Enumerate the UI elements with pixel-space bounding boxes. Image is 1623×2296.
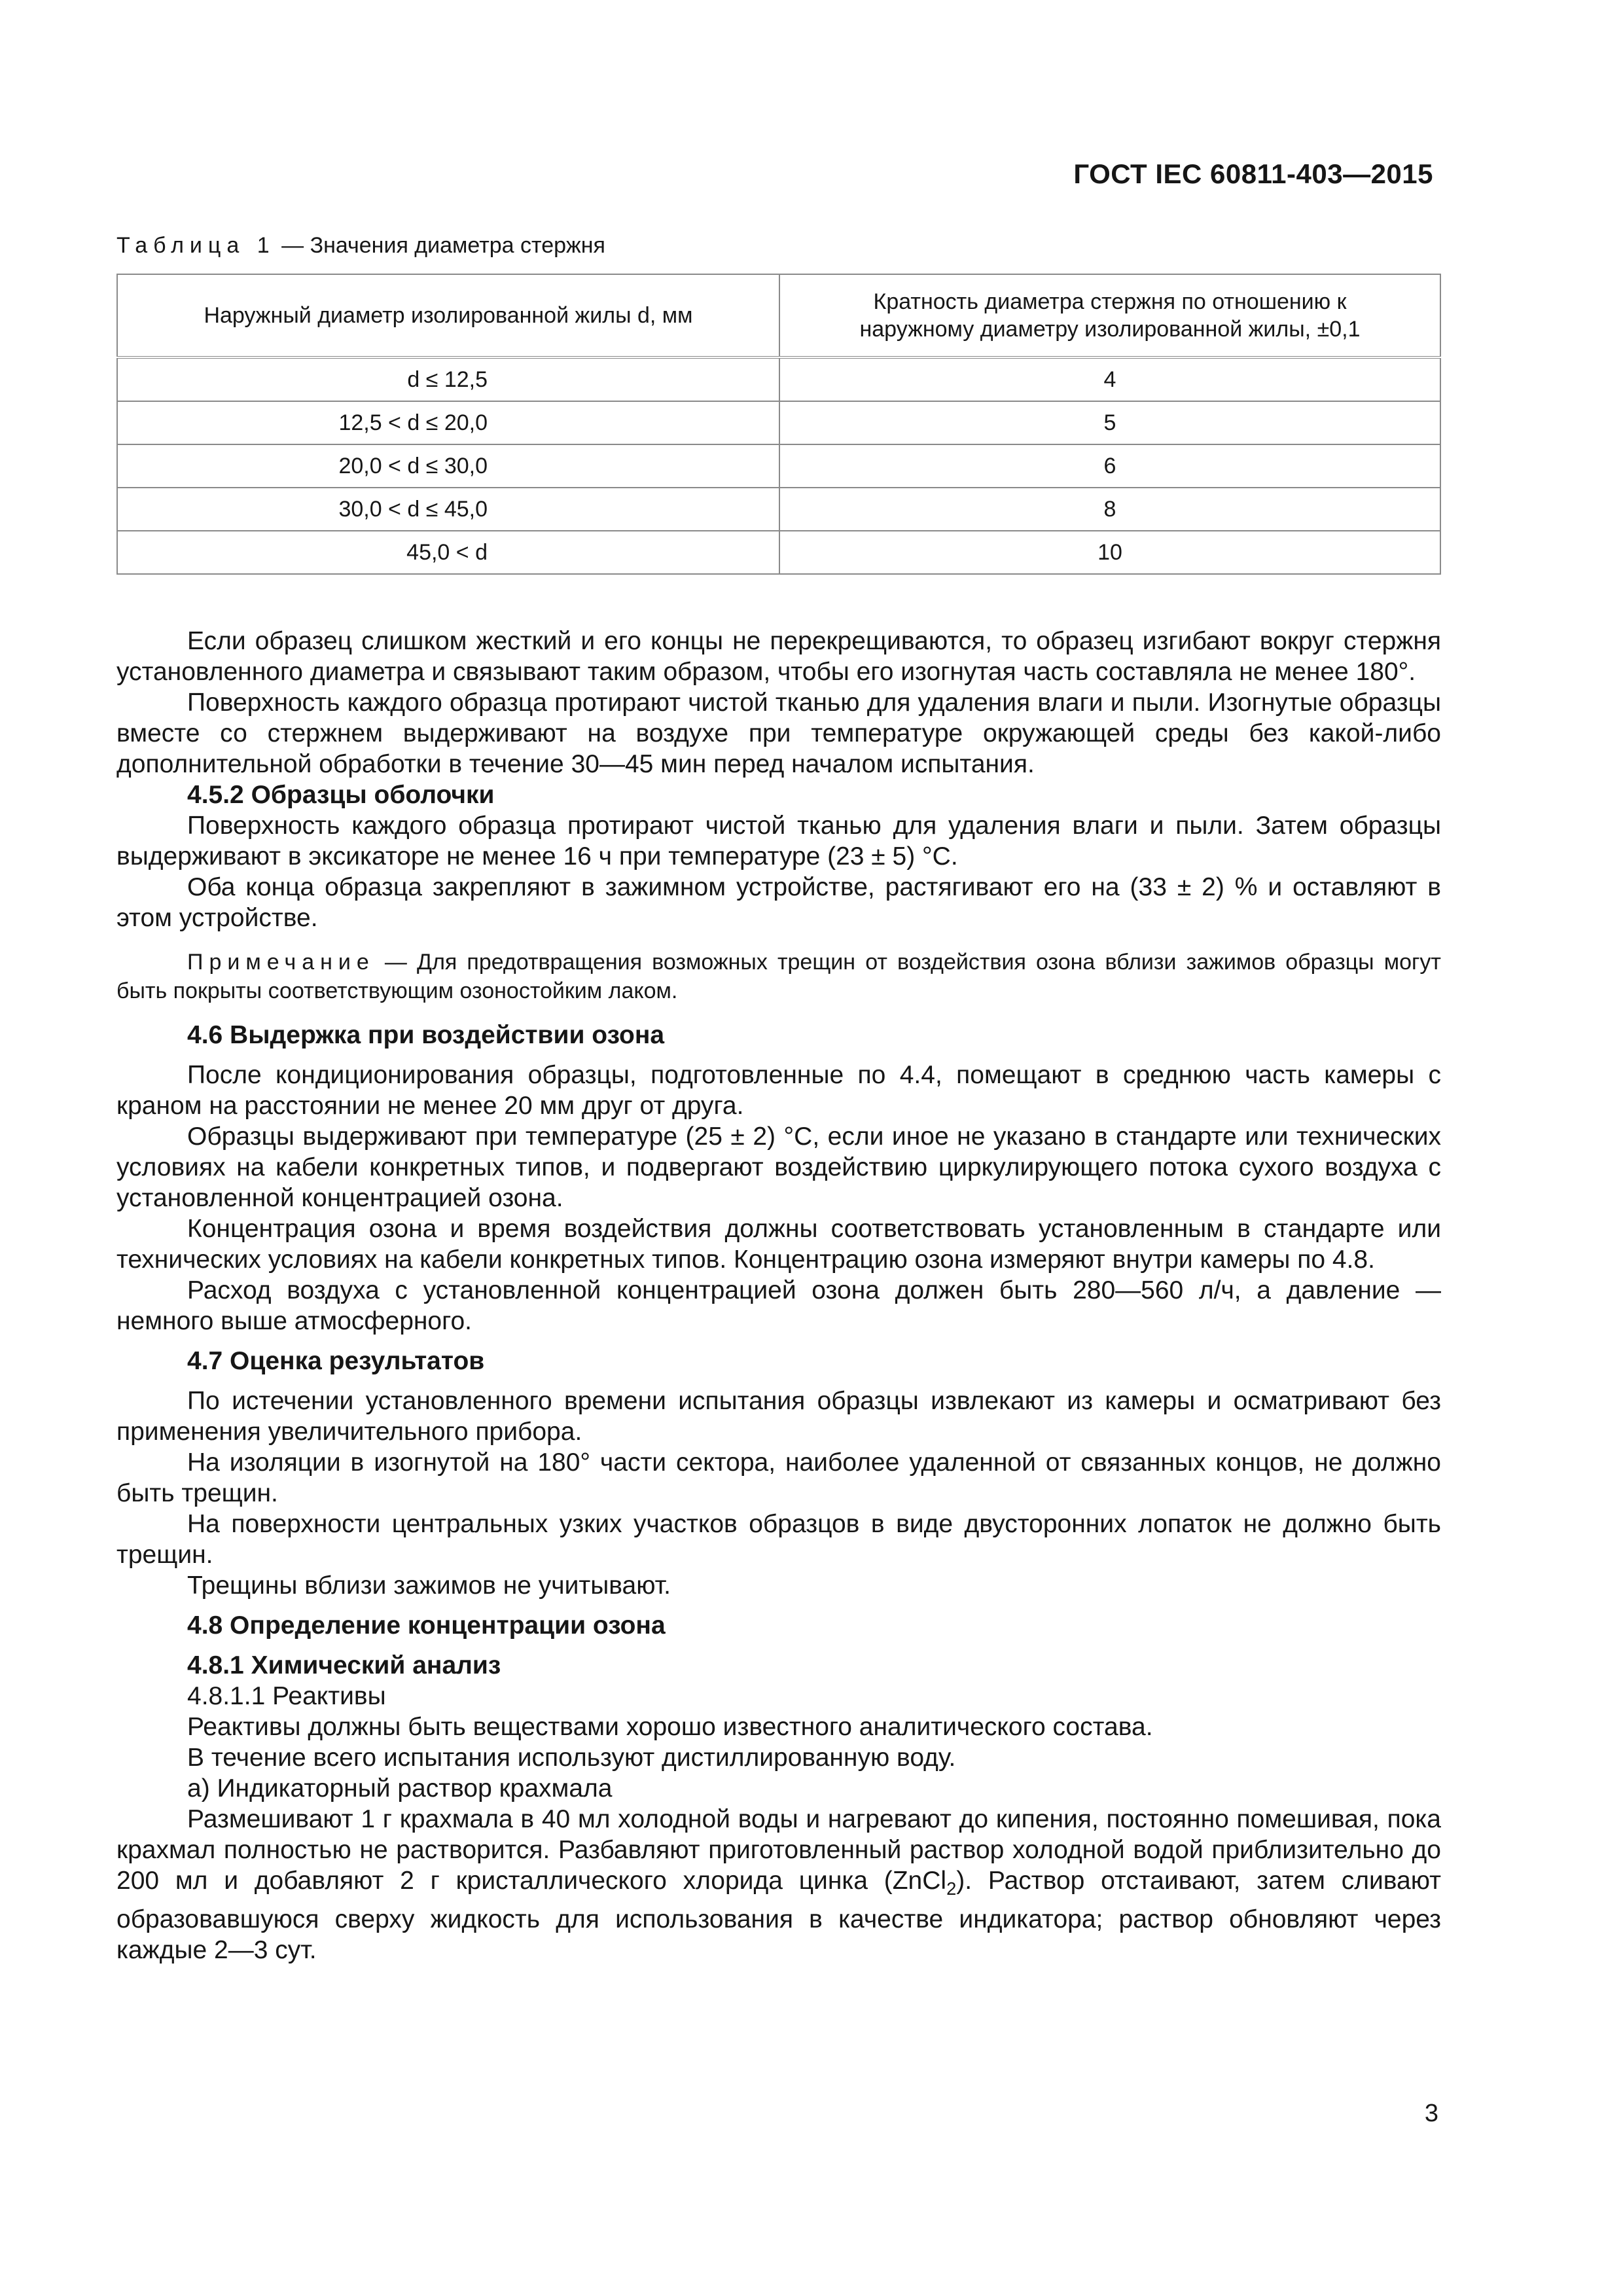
note-label: Примечание bbox=[187, 950, 375, 975]
table-cell-value: 4 bbox=[779, 357, 1440, 401]
table-cell-range: 12,5 < d ≤ 20,0 bbox=[117, 401, 779, 444]
table-cell-range: 20,0 < d ≤ 30,0 bbox=[117, 444, 779, 488]
table-caption-prefix: Таблица 1 bbox=[116, 233, 276, 258]
paragraph-ozone-exposure: Образцы выдерживают при температуре (25 ± 2) °С, если иное не указано в стандарте или технических условиях на кабели конкретных типов, и подвергают воздействию циркулирующего потока сухого воздуха с установленной концентрацией озона. bbox=[116, 1122, 1441, 1212]
document-body bbox=[116, 626, 1441, 1965]
paragraph-place-samples: После кондиционирования образцы, подготовленные по 4.4, помещают в среднюю часть камеры с краном на расстоянии не менее 20 мм друг от друга. bbox=[116, 1061, 1441, 1120]
table-row bbox=[117, 444, 1440, 488]
heading-4-5-2: 4.5.2 Образцы оболочки bbox=[187, 781, 495, 809]
note-text: — Для предотвращения возможных трещин от воздействия озона вблизи зажимов образцы могут быть покрыты соответствующим озоностойким лаком. bbox=[116, 950, 1441, 1003]
heading-4-8-1: 4.8.1 Химический анализ bbox=[187, 1651, 501, 1679]
paragraph-dumbbell-cracks: На поверхности центральных узких участков образцов в виде двусторонних лопаток не должно быть трещин. bbox=[116, 1510, 1441, 1569]
table-row bbox=[117, 357, 1440, 401]
table-cell-range: 30,0 < d ≤ 45,0 bbox=[117, 488, 779, 531]
table-header-row bbox=[117, 274, 1440, 357]
paragraph-clamp-cracks: Трещины вблизи зажимов не учитывают. bbox=[187, 1571, 671, 1600]
heading-4-7: 4.7 Оценка результатов bbox=[187, 1347, 485, 1375]
paragraph-air-flow: Расход воздуха с установленной концентрацией озона должен быть 280—560 л/ч, а давление — немного выше атмосферного. bbox=[116, 1276, 1441, 1335]
table-caption bbox=[116, 233, 605, 259]
paragraph-reagents-title: 4.8.1.1 Реактивы bbox=[187, 1682, 386, 1710]
note bbox=[116, 948, 1441, 1005]
paragraph-starch-preparation: Размешивают 1 г крахмала в 40 мл холодной воды и нагревают до кипения, постоянно помешивая, пока крахмал полностью не растворится. Разбавляют приготовленный раствор холодной водой приблизительно до 200 мл и добавляют 2 г кристаллического хлорида цинка (ZnCl$_2$). Раствор отстаивают, затем сливают образовавшуюся сверху жидкость для использования в качестве индикатора; раствор обновляют через каждые 2—3 сут. bbox=[116, 1805, 1441, 1964]
table-cell-value: 6 bbox=[779, 444, 1440, 488]
paragraph-clamp-stretch: Оба конца образца закрепляют в зажимном устройстве, растягивают его на (33 ± 2) % и оставляют в этом устройстве. bbox=[116, 873, 1441, 932]
table-header-outer-diameter: Наружный диаметр изолированной жилы d, мм bbox=[117, 274, 779, 357]
page-number: 3 bbox=[1424, 2100, 1438, 2127]
paragraph-distilled-water: В течение всего испытания используют дистиллированную воду. bbox=[187, 1744, 956, 1772]
subscript: 2 bbox=[946, 1878, 957, 1899]
paragraph-wipe-samples: Поверхность каждого образца протирают чистой тканью для удаления влаги и пыли. Изогнутые образцы вместе со стержнем выдерживают на воздухе при температуре окружающей среды без какой-либо дополнительной обработки в течение 30—45 мин перед началом испытания. bbox=[116, 689, 1441, 778]
table-cell-range: d ≤ 12,5 bbox=[117, 357, 779, 401]
paragraph-inspection: По истечении установленного времени испытания образцы извлекают из камеры и осматривают без применения увеличительного прибора. bbox=[116, 1387, 1441, 1446]
paragraph-sheath-wipe: Поверхность каждого образца протирают чистой тканью для удаления влаги и пыли. Затем образцы выдерживают в эксикаторе не менее 16 ч при температуре (23 ± 5) °С. bbox=[116, 812, 1441, 870]
table-row bbox=[117, 401, 1440, 444]
paragraph-starch-indicator-title: а) Индикаторный раствор крахмала bbox=[187, 1774, 613, 1803]
paragraph-reagents-composition: Реактивы должны быть веществами хорошо известного аналитического состава. bbox=[187, 1713, 1153, 1741]
paragraph-insulation-cracks: На изоляции в изогнутой на 180° части сектора, наиболее удаленной от связанных концов, не должно быть трещин. bbox=[116, 1448, 1441, 1507]
heading-4-6: 4.6 Выдержка при воздействии озона bbox=[187, 1021, 665, 1049]
document-header: ГОСТ IEC 60811-403—2015 bbox=[1073, 158, 1433, 189]
paragraph-bend-rod: Если образец слишком жесткий и его концы не перекрещиваются, то образец изгибают вокруг стержня установленного диаметра и связывают таким образом, чтобы его изогнутая часть составляла не менее 180°. bbox=[116, 627, 1441, 686]
table-row bbox=[117, 531, 1440, 574]
table-cell-value: 8 bbox=[779, 488, 1440, 531]
table-cell-value: 5 bbox=[779, 401, 1440, 444]
table-header-rod-ratio-text: Кратность диаметра стержня по отношению к наружному диаметру изолированной жилы, ±0,1 bbox=[859, 289, 1361, 342]
table-header-rod-ratio bbox=[779, 274, 1440, 357]
paragraph-ozone-concentration: Концентрация озона и время воздействия должны соответствовать установленным в стандарте или технических условиях на кабели конкретных типов. Концентрацию озона измеряют внутри камеры по 4.8. bbox=[116, 1215, 1441, 1274]
heading-4-8: 4.8 Определение концентрации озона bbox=[187, 1611, 666, 1640]
table-cell-value: 10 bbox=[779, 531, 1440, 574]
table-caption-text: — Значения диаметра стержня bbox=[281, 233, 605, 258]
table-row bbox=[117, 488, 1440, 531]
rod-diameter-table bbox=[116, 274, 1441, 575]
table-cell-range: 45,0 < d bbox=[117, 531, 779, 574]
